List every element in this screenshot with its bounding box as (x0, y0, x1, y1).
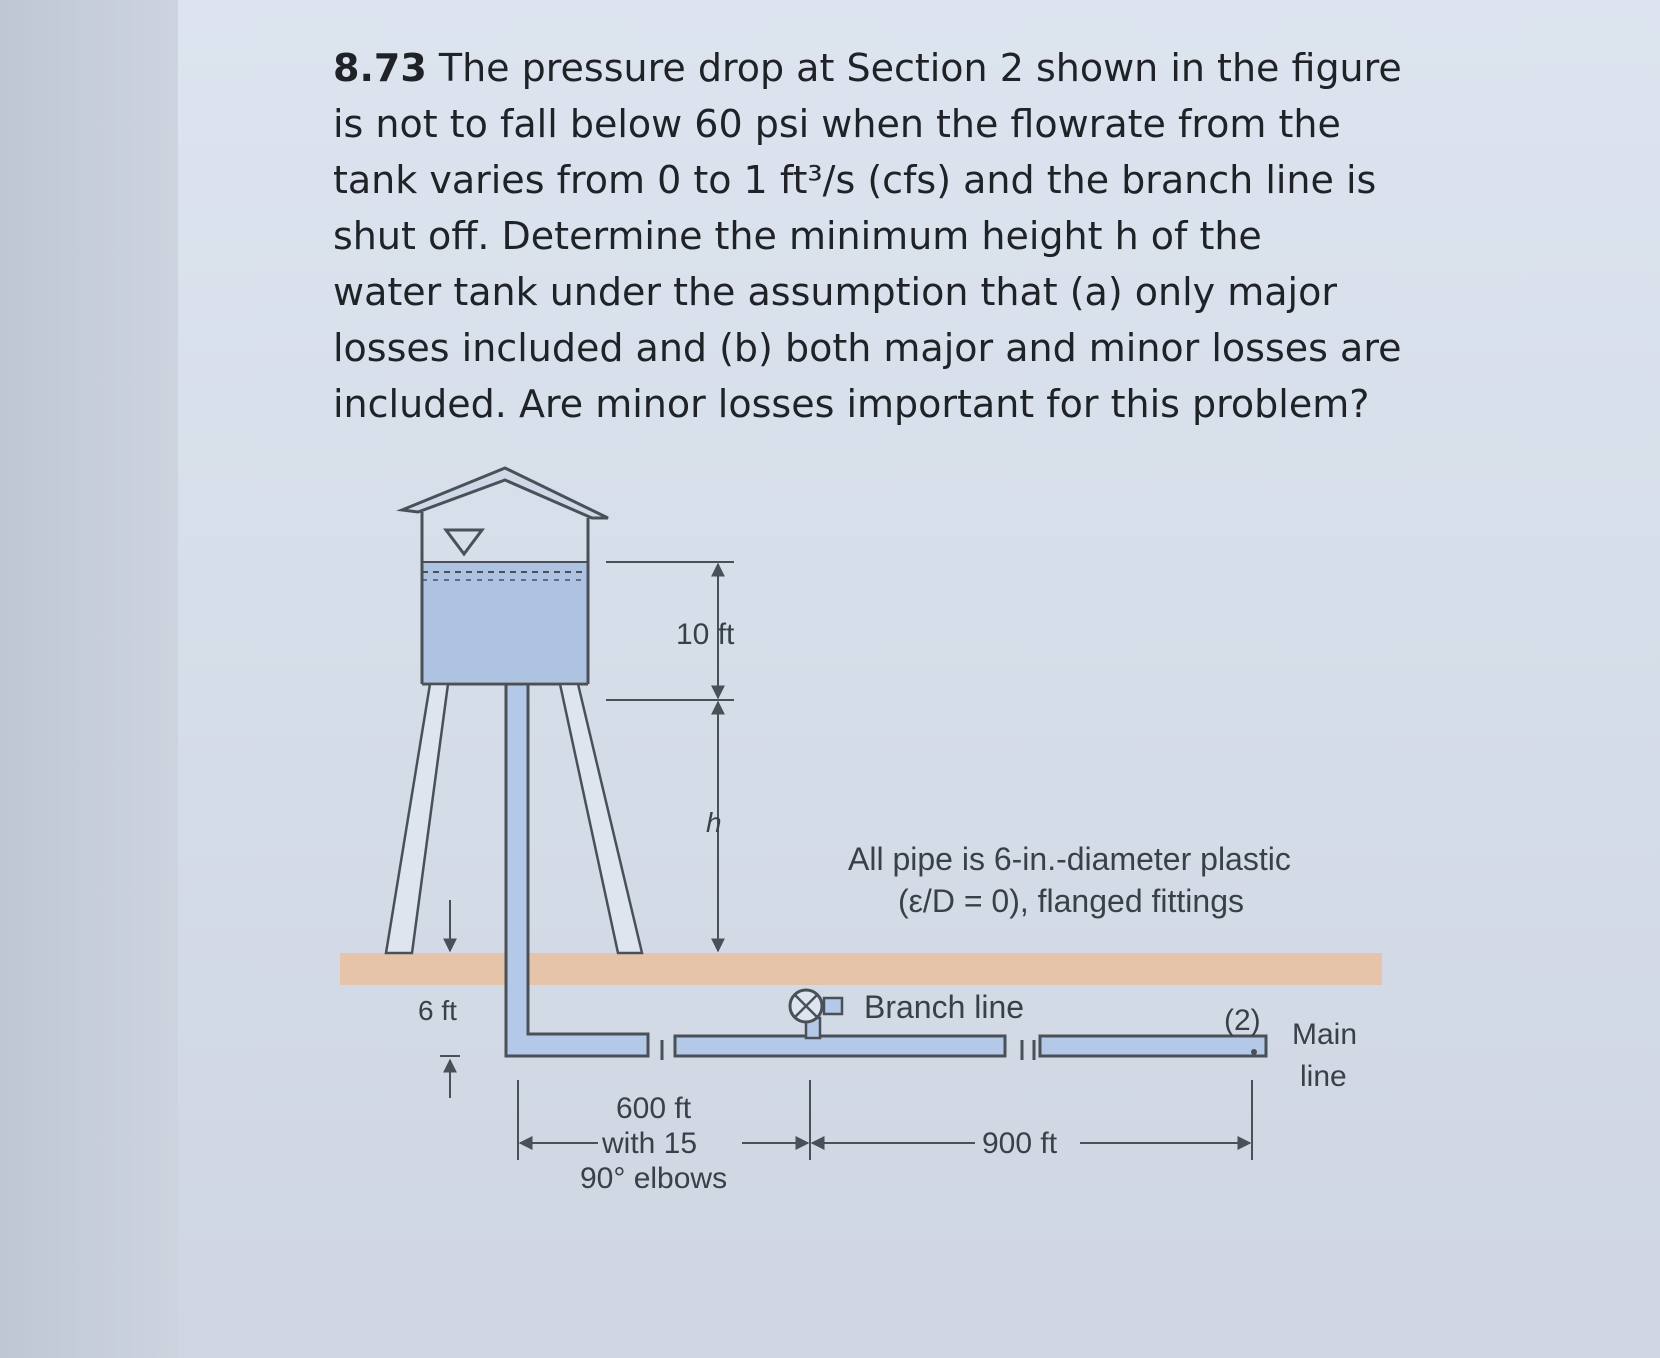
dim-600ft-label-2: with 15 (602, 1127, 698, 1160)
main-line-label-1: Main (1292, 1018, 1358, 1051)
problem-line-2: is not to fall below 60 psi when the flowrate from the (333, 102, 1341, 146)
tank-leg-right (560, 684, 642, 953)
problem-line-7: included. Are minor losses important for this problem? (333, 382, 1370, 426)
branch-pipe-end (824, 998, 842, 1014)
tank-roof (402, 468, 608, 518)
problem-line-3: tank varies from 0 to 1 ft³/s (cfs) and the branch line is (333, 158, 1377, 202)
dim-10ft-label: 10 ft (676, 618, 735, 651)
tank-leg-left (386, 684, 448, 953)
main-pipe-segment-2 (675, 1036, 1005, 1056)
dim-600ft-label-1: 600 ft (616, 1092, 692, 1125)
problem-line-6: losses included and (b) both major and minor losses are (333, 326, 1402, 370)
branch-line-label: Branch line (864, 989, 1025, 1025)
pipe-note-line-2: (ε/D = 0), flanged fittings (898, 883, 1244, 919)
problem-line-4: shut off. Determine the minimum height h of the (333, 214, 1262, 258)
ground (340, 953, 1382, 985)
dim-600ft-label-3: 90° elbows (580, 1162, 728, 1195)
problem-number: 8.73 (333, 46, 427, 90)
pipe-note-line-1: All pipe is 6-in.-diameter plastic (848, 841, 1291, 877)
problem-line-5: water tank under the assumption that (a) only major (333, 270, 1337, 314)
dim-h-label: h (706, 807, 722, 838)
free-surface-symbol (446, 530, 482, 554)
section-2-label: (2) (1224, 1004, 1261, 1037)
dim-6ft-label: 6 ft (418, 995, 457, 1026)
dim-900ft-label: 900 ft (982, 1127, 1058, 1160)
section-2-marker (1251, 1049, 1257, 1055)
main-pipe-segment-3 (1040, 1036, 1266, 1056)
main-line-label-2: line (1300, 1060, 1347, 1093)
problem-line-1-text: The pressure drop at Section 2 shown in the figure (438, 46, 1402, 90)
